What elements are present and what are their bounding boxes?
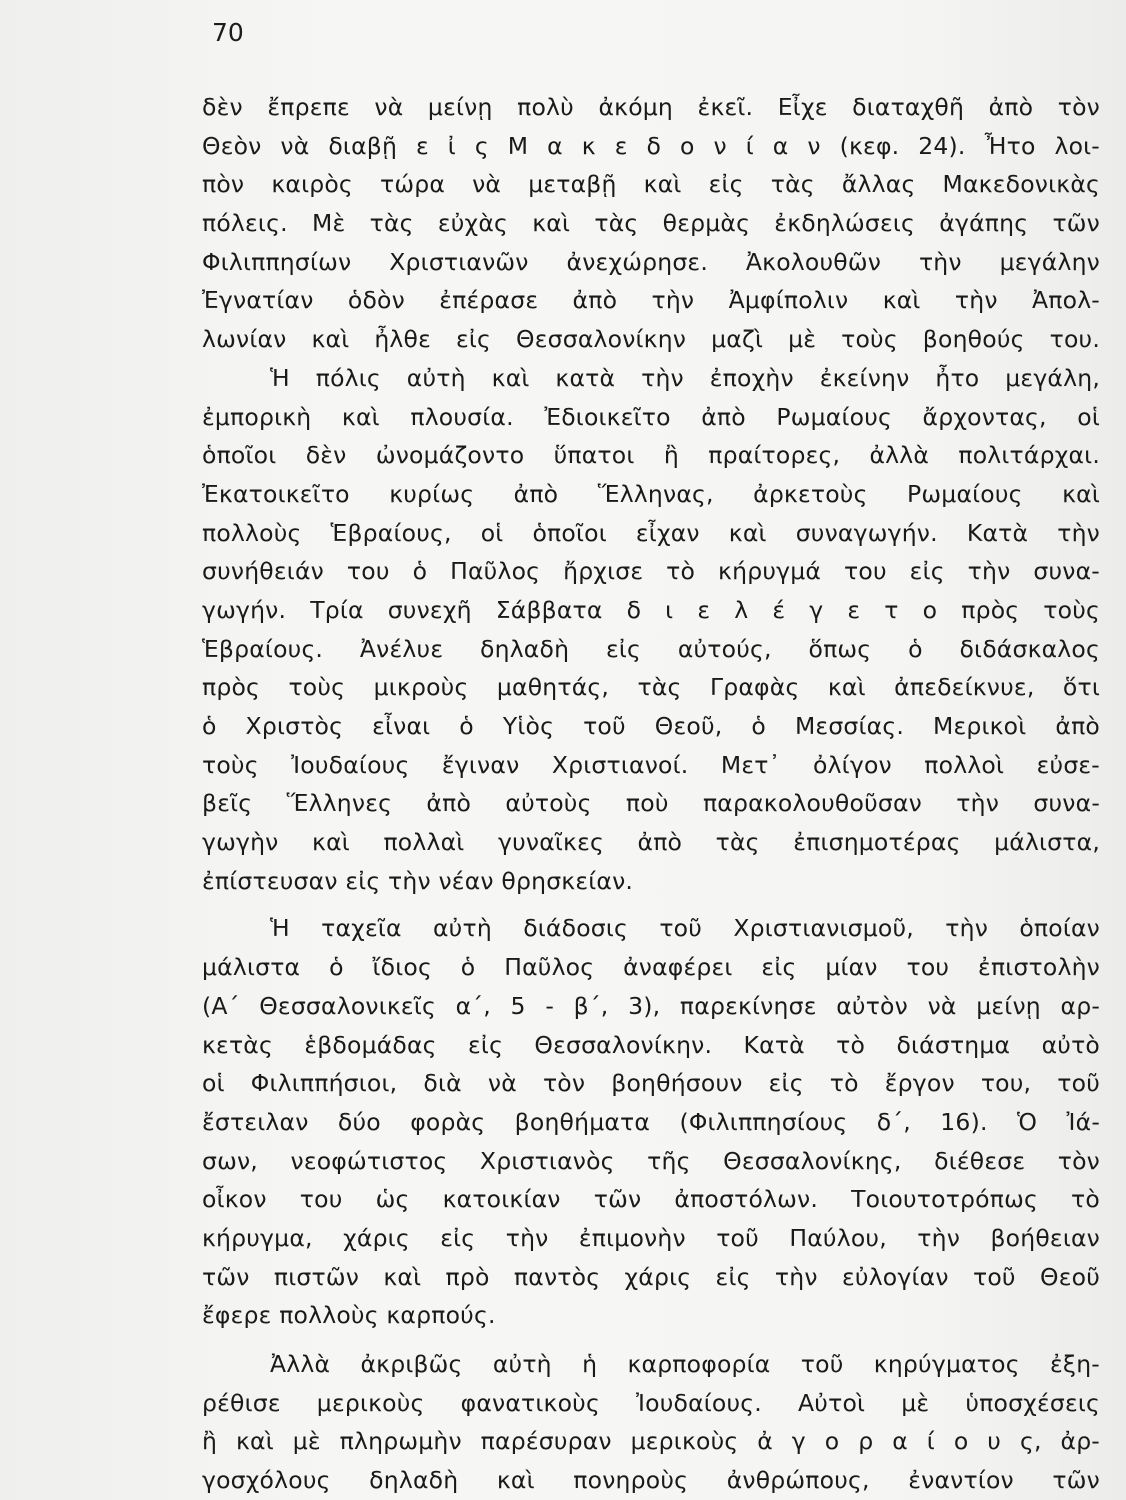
text-line: ὁ Χριστὸς εἶναι ὁ Υἱὸς τοῦ Θεοῦ, ὁ Μεσσίας. Μερικοὶ ἀπὸ xyxy=(202,712,1100,740)
text-line: ἐμπορικὴ καὶ πλουσία. Ἐδιοικεῖτο ἀπὸ Ρωμαίους ἄρχοντας, οἱ xyxy=(202,402,1100,431)
text-line: γωγήν. Τρία συνεχῆ Σάββατα δ ι ε λ έ γ ε τ ο πρὸς τοὺς xyxy=(202,595,1100,624)
text-line: κετὰς ἑβδομάδας εἰς Θεσσαλονίκην. Κατὰ τὸ διάστημα αὐτὸ xyxy=(202,1030,1100,1059)
text-line: ὁποῖοι δὲν ὠνομάζοντο ὕπατοι ἢ πραίτορες, ἀλλὰ πολιτάρχαι. xyxy=(202,441,1100,470)
text-line: οἱ Φιλιππήσιοι, διὰ νὰ τὸν βοηθήσουν εἰς τὸ ἔργον του, τοῦ xyxy=(202,1069,1100,1098)
text-line: συνήθειάν του ὁ Παῦλος ἤρχισε τὸ κήρυγμά του εἰς τὴν συνα- xyxy=(202,557,1100,586)
text-line: γοσχόλους δηλαδὴ καὶ πονηροὺς ἀνθρώπους, ἐναντίον τῶν xyxy=(202,1466,1100,1495)
text-line: Θεὸν νὰ διαβῇ ε ἰ ς Μ α κ ε δ ο ν ί α ν (κεφ. 24). Ἦτο λοι- xyxy=(202,131,1100,160)
text-line: Ἐγνατίαν ὁδὸν ἐπέρασε ἀπὸ τὴν Ἀμφίπολιν καὶ τὴν Ἀπολ- xyxy=(202,286,1100,315)
text-line: ἔφερε πολλοὺς καρπούς. xyxy=(202,1301,496,1330)
text-line: Ἡ πόλις αὐτὴ καὶ κατὰ τὴν ἐποχὴν ἐκείνην ἦτο μεγάλη, xyxy=(270,363,1100,392)
text-line: Ἀλλὰ ἀκριβῶς αὐτὴ ἡ καρποφορία τοῦ κηρύγματος ἐξη- xyxy=(270,1350,1100,1378)
text-line: ρέθισε μερικοὺς φανατικοὺς Ἰουδαίους. Αὐτοὶ μὲ ὑποσχέσεις xyxy=(202,1388,1100,1417)
text-line: κήρυγμα, χάρις εἰς τὴν ἐπιμονὴν τοῦ Παύλου, τὴν βοήθειαν xyxy=(202,1223,1100,1252)
text-line: γωγὴν καὶ πολλαὶ γυναῖκες ἀπὸ τὰς ἐπισημοτέρας μάλιστα, xyxy=(202,828,1100,857)
text-line: βεῖς Ἕλληνες ἀπὸ αὐτοὺς ποὺ παρακολουθοῦσαν τὴν συνα- xyxy=(202,789,1100,818)
body-text xyxy=(202,88,1100,1500)
text-line: ἢ καὶ μὲ πληρωμὴν παρέσυραν μερικοὺς ἀ γ ο ρ α ί ο υ ς, ἀρ- xyxy=(202,1427,1100,1456)
paragraph-4 xyxy=(202,1345,1100,1500)
text-line: μάλιστα ὁ ἴδιος ὁ Παῦλος ἀναφέρει εἰς μίαν του ἐπιστολὴν xyxy=(202,953,1100,982)
text-line: Φιλιππησίων Χριστιανῶν ἀνεχώρησε. Ἀκολουθῶν τὴν μεγάλην xyxy=(202,247,1100,276)
text-line: τοὺς Ἰουδαίους ἔγιναν Χριστιανοί. Μετ᾽ ὀλίγον πολλοὶ εὐσε- xyxy=(202,750,1100,779)
paragraph-2 xyxy=(202,359,1100,901)
text-line: οἶκον του ὡς κατοικίαν τῶν ἀποστόλων. Τοιουτοτρόπως τὸ xyxy=(202,1185,1100,1214)
page-number: 70 xyxy=(212,18,244,47)
paragraph-1 xyxy=(202,88,1100,359)
text-line: Ἐκατοικεῖτο κυρίως ἀπὸ Ἕλληνας, ἀρκετοὺς Ρωμαίους καὶ xyxy=(202,479,1100,508)
text-line: Ἑβραίους. Ἀνέλυε δηλαδὴ εἰς αὐτούς, ὅπως ὁ διδάσκαλος xyxy=(202,634,1100,663)
text-line: ἔστειλαν δύο φορὰς βοηθήματα (Φιλιππησίους δ΄, 16). Ὁ Ἰά- xyxy=(202,1107,1100,1136)
text-line: δὲν ἔπρεπε νὰ μείνῃ πολὺ ἀκόμη ἐκεῖ. Εἶχε διαταχθῆ ἀπὸ τὸν xyxy=(202,93,1100,121)
text-line: πρὸς τοὺς μικροὺς μαθητάς, τὰς Γραφὰς καὶ ἀπεδείκνυε, ὅτι xyxy=(202,673,1100,702)
text-line: λωνίαν καὶ ἦλθε εἰς Θεσσαλονίκην μαζὶ μὲ τοὺς βοηθούς του. xyxy=(202,325,1100,354)
text-line: πόλεις. Μὲ τὰς εὐχὰς καὶ τὰς θερμὰς ἐκδηλώσεις ἀγάπης τῶν xyxy=(202,209,1100,238)
text-line: ἐπίστευσαν εἰς τὴν νέαν θρησκείαν. xyxy=(202,866,634,895)
text-line: (Α΄ Θεσσαλονικεῖς α΄, 5 - β΄, 3), παρεκίνησε αὐτὸν νὰ μείνῃ αρ- xyxy=(202,991,1100,1020)
paragraph-3 xyxy=(202,909,1100,1335)
text-line: πολλοὺς Ἑβραίους, οἱ ὁποῖοι εἶχαν καὶ συναγωγήν. Κατὰ τὴν xyxy=(202,518,1100,547)
text-line: πὸν καιρὸς τώρα νὰ μεταβῇ καὶ εἰς τὰς ἄλλας Μακεδονικὰς xyxy=(202,170,1100,199)
text-line: σων, νεοφώτιστος Χριστιανὸς τῆς Θεσσαλονίκης, διέθεσε τὸν xyxy=(202,1146,1100,1175)
text-line: τῶν πιστῶν καὶ πρὸ παντὸς χάρις εἰς τὴν εὐλογίαν τοῦ Θεοῦ xyxy=(202,1262,1100,1291)
text-line: Ἡ ταχεῖα αὐτὴ διάδοσις τοῦ Χριστιανισμοῦ, τὴν ὁποίαν xyxy=(270,914,1100,943)
